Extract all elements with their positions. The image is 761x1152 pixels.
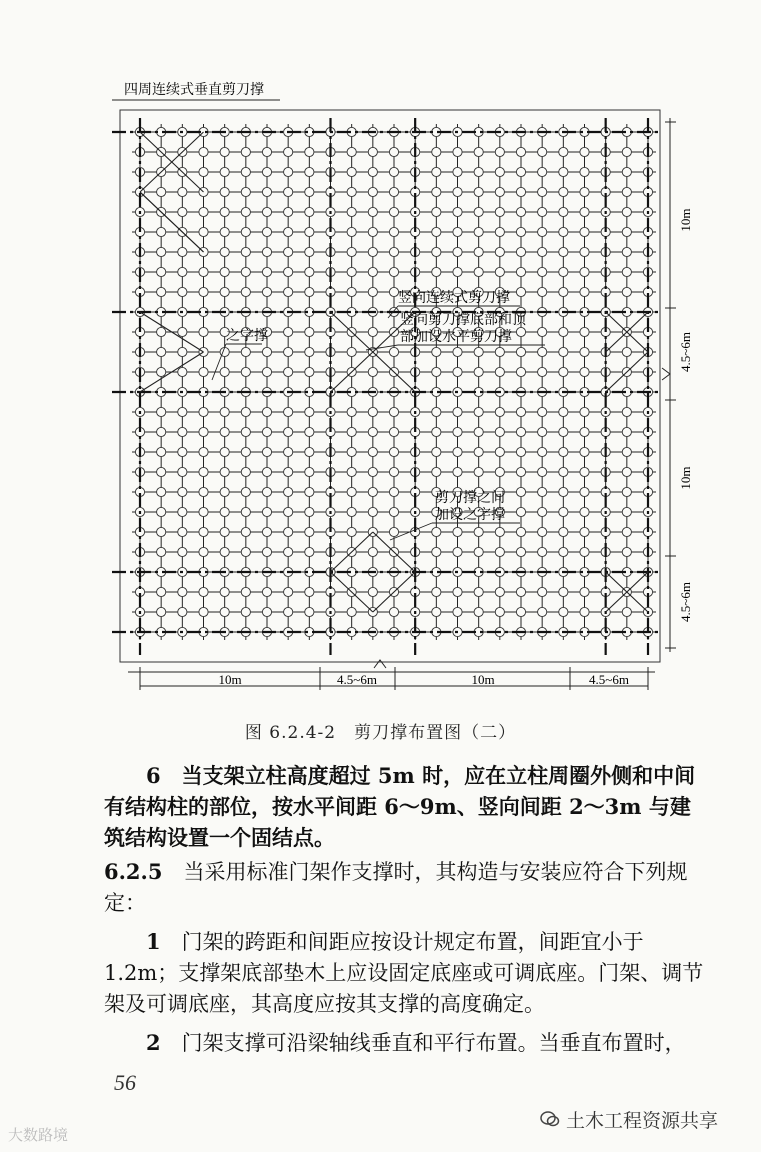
watermark-left xyxy=(8,1124,68,1145)
label-between-2: 加设之字撑 xyxy=(435,507,505,523)
item-text-1: 门架的跨距和间距应按设计规定布置，间距宜小于 1.2m；支撑架底部垫木上应设固定底座或可调底座。门架、调节架及可调底座，其高度应按其支撑的高度确定。 xyxy=(104,930,704,1016)
wechat-icon xyxy=(540,1110,560,1133)
dim-bottom-3: 10m xyxy=(471,672,495,687)
page-number: 56 xyxy=(114,1070,136,1095)
section-number: 6.2.5 xyxy=(104,859,163,884)
paragraph-6-2-5 xyxy=(104,856,709,919)
figure-caption: 图 6.2.4-2 剪刀撑布置图（二） xyxy=(244,723,517,743)
label-perimeter-brace: 四周连续式垂直剪刀撑 xyxy=(124,82,264,98)
paragraph-item-2 xyxy=(104,1027,709,1059)
paragraph-item-1 xyxy=(104,926,709,1020)
section-text: 当采用标准门架作支撑时，其构造与安装应符合下列规定： xyxy=(104,860,688,915)
dim-bottom-4: 4.5~6m xyxy=(589,672,629,687)
watermark-right-text: 土木工程资源共享 xyxy=(566,1110,719,1132)
dim-bottom-1: 10m xyxy=(218,672,242,687)
dim-bottom-2: 4.5~6m xyxy=(337,672,377,687)
label-horizontal-brace-1: 竖向剪刀撑底部和顶 xyxy=(400,312,526,328)
item-text-2: 门架支撑可沿梁轴线垂直和平行布置。当垂直布置时， xyxy=(160,1031,686,1055)
label-vertical-brace: 竖向连续式剪刀撑 xyxy=(398,290,510,306)
label-horizontal-brace-2: 部加设水平剪刀撑 xyxy=(400,329,512,345)
dim-right-3: 10m xyxy=(678,466,693,490)
dim-right-4: 4.5~6m xyxy=(678,582,693,622)
watermark-left-text: 大数路境 xyxy=(8,1126,69,1144)
dim-right-2: 4.5~6m xyxy=(678,332,693,372)
watermark-right xyxy=(540,1106,718,1133)
dim-right-1: 10m xyxy=(678,208,693,232)
item-number-1: 1 xyxy=(146,929,161,954)
label-zhi-brace: 之字撑 xyxy=(226,328,268,344)
label-between-1: 剪刀撑之间 xyxy=(435,490,505,506)
paragraph-6: 6 当支架立柱高度超过 5m 时，应在立柱周圈外侧和中间有结构柱的部位，按水平间距 6～9m、竖向间距 2～3m 与建筑结构设置一个固结点。 xyxy=(104,763,696,850)
item-number-2: 2 xyxy=(146,1030,161,1055)
